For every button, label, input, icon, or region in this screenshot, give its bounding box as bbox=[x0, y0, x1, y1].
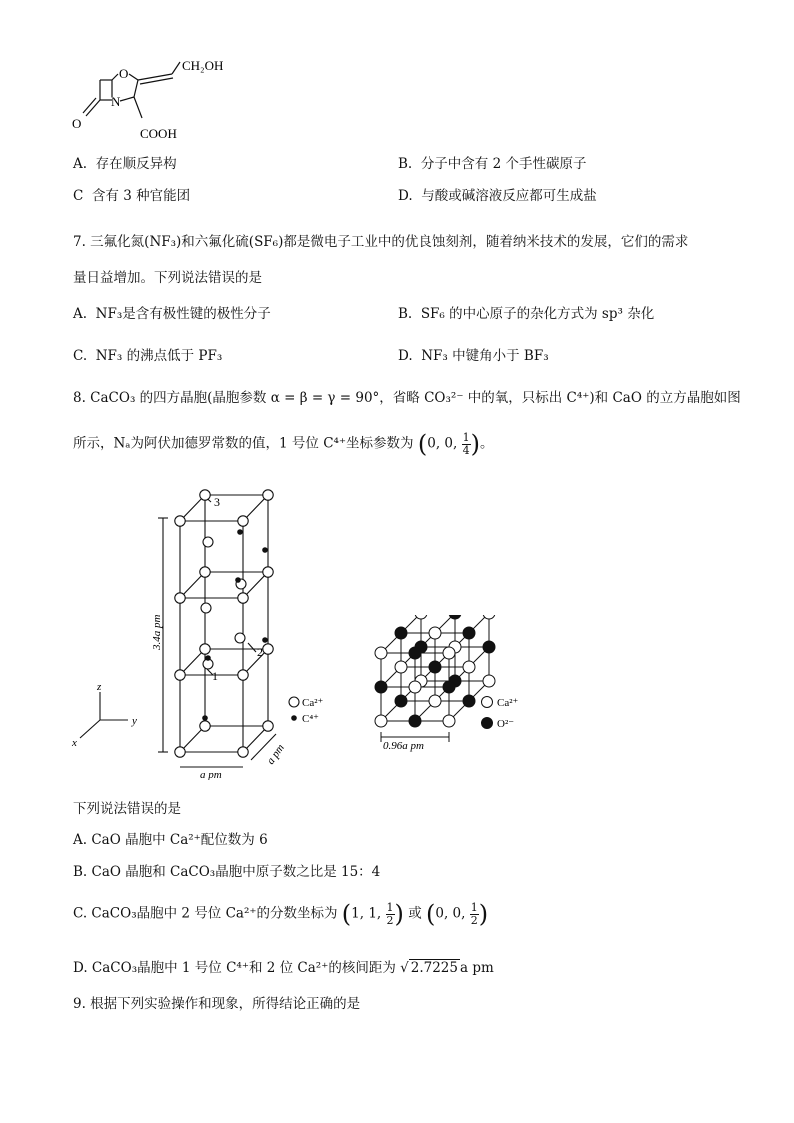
q6-option-d: D. 与酸或碱溶液反应都可生成盐 bbox=[398, 188, 597, 204]
caco3-tetragonal-cell-diagram bbox=[60, 480, 360, 780]
ca-atom bbox=[463, 661, 475, 673]
ca-atom bbox=[429, 695, 441, 707]
q7-option-b: B. SF₆ 的中心原子的杂化方式为 sp³ 杂化 bbox=[398, 306, 655, 322]
depth-dimension-label: a pm bbox=[264, 742, 287, 767]
ca-atom bbox=[483, 615, 495, 619]
ca-atom bbox=[443, 715, 455, 727]
ca-atom bbox=[263, 567, 273, 577]
ca-atom bbox=[263, 721, 273, 731]
axis-x-label: x bbox=[72, 737, 77, 749]
ca-atom bbox=[375, 715, 387, 727]
q8-prompt: 下列说法错误的是 bbox=[73, 801, 181, 817]
o-atom bbox=[395, 627, 407, 639]
ca-atom bbox=[375, 647, 387, 659]
sqrt-value: 2.7225 bbox=[410, 960, 458, 976]
c4-atom bbox=[205, 655, 211, 661]
ca-atom bbox=[175, 747, 185, 757]
q8-stem-line1: 8. CaCO₃ 的四方晶胞(晶胞参数 α = β = γ = 90°，省略 CO₃²⁻ 中的氧，只标出 C⁴⁺)和 CaO 的立方晶胞如图 bbox=[73, 390, 741, 406]
c4-atom bbox=[202, 715, 208, 721]
ca-atom bbox=[175, 593, 185, 603]
ca-atom bbox=[175, 670, 185, 680]
o-atom bbox=[395, 695, 407, 707]
o-atom bbox=[375, 681, 387, 693]
c4-atom bbox=[235, 577, 241, 583]
c4-atom bbox=[262, 547, 268, 553]
cao-cubic-cell-diagram bbox=[355, 615, 555, 755]
ca-atom bbox=[238, 593, 248, 603]
c4-atom bbox=[262, 637, 268, 643]
molecule-structure bbox=[60, 52, 250, 152]
q6-option-a: A. 存在顺反异构 bbox=[73, 156, 177, 172]
q7-stem-line1: 7. 三氟化氮(NF₃)和六氟化硫(SF₆)都是微电子工业中的优良蚀刻剂，随着纳米技术的发展，它们的需求 bbox=[73, 234, 689, 250]
q8-option-a: A. CaO 晶胞中 Ca²⁺配位数为 6 bbox=[73, 832, 268, 848]
o-atom bbox=[409, 715, 421, 727]
ca-atom bbox=[415, 615, 427, 619]
ca-atom bbox=[443, 647, 455, 659]
c4-atom bbox=[237, 529, 243, 535]
legend-ca-swatch bbox=[482, 697, 493, 708]
ring-oxygen-label: O bbox=[119, 66, 129, 81]
q7-stem-line2: 量日益增加。下列说法错误的是 bbox=[73, 270, 262, 286]
q7-option-d: D. NF₃ 中键角小于 BF₃ bbox=[398, 348, 549, 364]
nitrogen-label: N bbox=[111, 94, 121, 109]
q8-option-d: D. CaCO₃晶胞中 1 号位 C⁴⁺和 2 位 Ca²⁺的核间距为 √ 2.7225 a pm bbox=[73, 960, 494, 976]
cao-width-label: 0.96a pm bbox=[383, 740, 424, 752]
o-atom bbox=[443, 681, 455, 693]
position-marker-2: 2 bbox=[257, 645, 263, 659]
ca-atom bbox=[200, 567, 210, 577]
ca-atom-inner bbox=[235, 633, 245, 643]
q6-option-b: B. 分子中含有 2 个手性碳原子 bbox=[398, 156, 587, 172]
legend-ca-label: Ca²⁺ bbox=[497, 697, 519, 709]
axis-y-label: y bbox=[132, 715, 137, 727]
ca-atom bbox=[395, 661, 407, 673]
axis-z-label: z bbox=[97, 681, 102, 693]
o-atom bbox=[463, 627, 475, 639]
legend-o-swatch bbox=[482, 718, 493, 729]
ca-atom bbox=[200, 490, 210, 500]
ca-atom bbox=[238, 670, 248, 680]
ca-atom-inner bbox=[201, 603, 211, 613]
position-marker-1: 1 bbox=[212, 669, 218, 683]
height-dimension-label: 3.4a pm bbox=[151, 614, 163, 650]
legend-o-label: O²⁻ bbox=[497, 718, 515, 730]
q7-option-c: C. NF₃ 的沸点低于 PF₃ bbox=[73, 348, 223, 364]
o-atom bbox=[429, 661, 441, 673]
q6-option-c: C 含有 3 种官能团 bbox=[73, 188, 191, 204]
q9-stem: 9. 根据下列实验操作和现象，所得结论正确的是 bbox=[73, 996, 361, 1012]
cooh-label: COOH bbox=[140, 126, 177, 141]
ca-atom bbox=[429, 627, 441, 639]
ca-atom bbox=[263, 644, 273, 654]
legend-ca-swatch bbox=[289, 697, 299, 707]
ca-atom bbox=[200, 721, 210, 731]
ca-atom-inner bbox=[203, 537, 213, 547]
ca-atom bbox=[263, 490, 273, 500]
q7-option-a: A. NF₃是含有极性键的极性分子 bbox=[73, 306, 271, 322]
q8-option-c: C. CaCO₃晶胞中 2 号位 Ca²⁺的分数坐标为 (1, 1, $\frac{1}{2}$ ) 或 (0, 0, $\frac{1}{2}$ ) bbox=[73, 900, 489, 928]
ca-atom bbox=[238, 516, 248, 526]
carbonyl-oxygen-label: O bbox=[72, 116, 82, 131]
ca-atom bbox=[200, 644, 210, 654]
o-atom bbox=[449, 615, 461, 619]
ca-atom bbox=[409, 681, 421, 693]
legend-ca-label: Ca²⁺ bbox=[302, 697, 324, 709]
ca-atom bbox=[238, 747, 248, 757]
q8-stem-line2: 所示，Nₐ为阿伏加德罗常数的值，1 号位 C⁴⁺坐标参数为 (0, 0, $\frac{1}{4}$ )。 bbox=[73, 430, 494, 458]
ch2oh-label: CH₂OH bbox=[182, 58, 224, 73]
o-atom bbox=[409, 647, 421, 659]
q8-option-b: B. CaO 晶胞和 CaCO₃晶胞中原子数之比是 15：4 bbox=[73, 864, 381, 880]
o-atom bbox=[463, 695, 475, 707]
o-atom bbox=[483, 641, 495, 653]
width-dimension-label: a pm bbox=[200, 769, 222, 780]
legend-c-label: C⁴⁺ bbox=[302, 713, 319, 725]
coord-fraction: $\frac{1}{4}$ bbox=[462, 430, 470, 457]
ca-atom bbox=[483, 675, 495, 687]
legend-c-swatch bbox=[291, 715, 297, 721]
position-marker-3: 3 bbox=[214, 495, 220, 509]
ca-atom bbox=[175, 516, 185, 526]
